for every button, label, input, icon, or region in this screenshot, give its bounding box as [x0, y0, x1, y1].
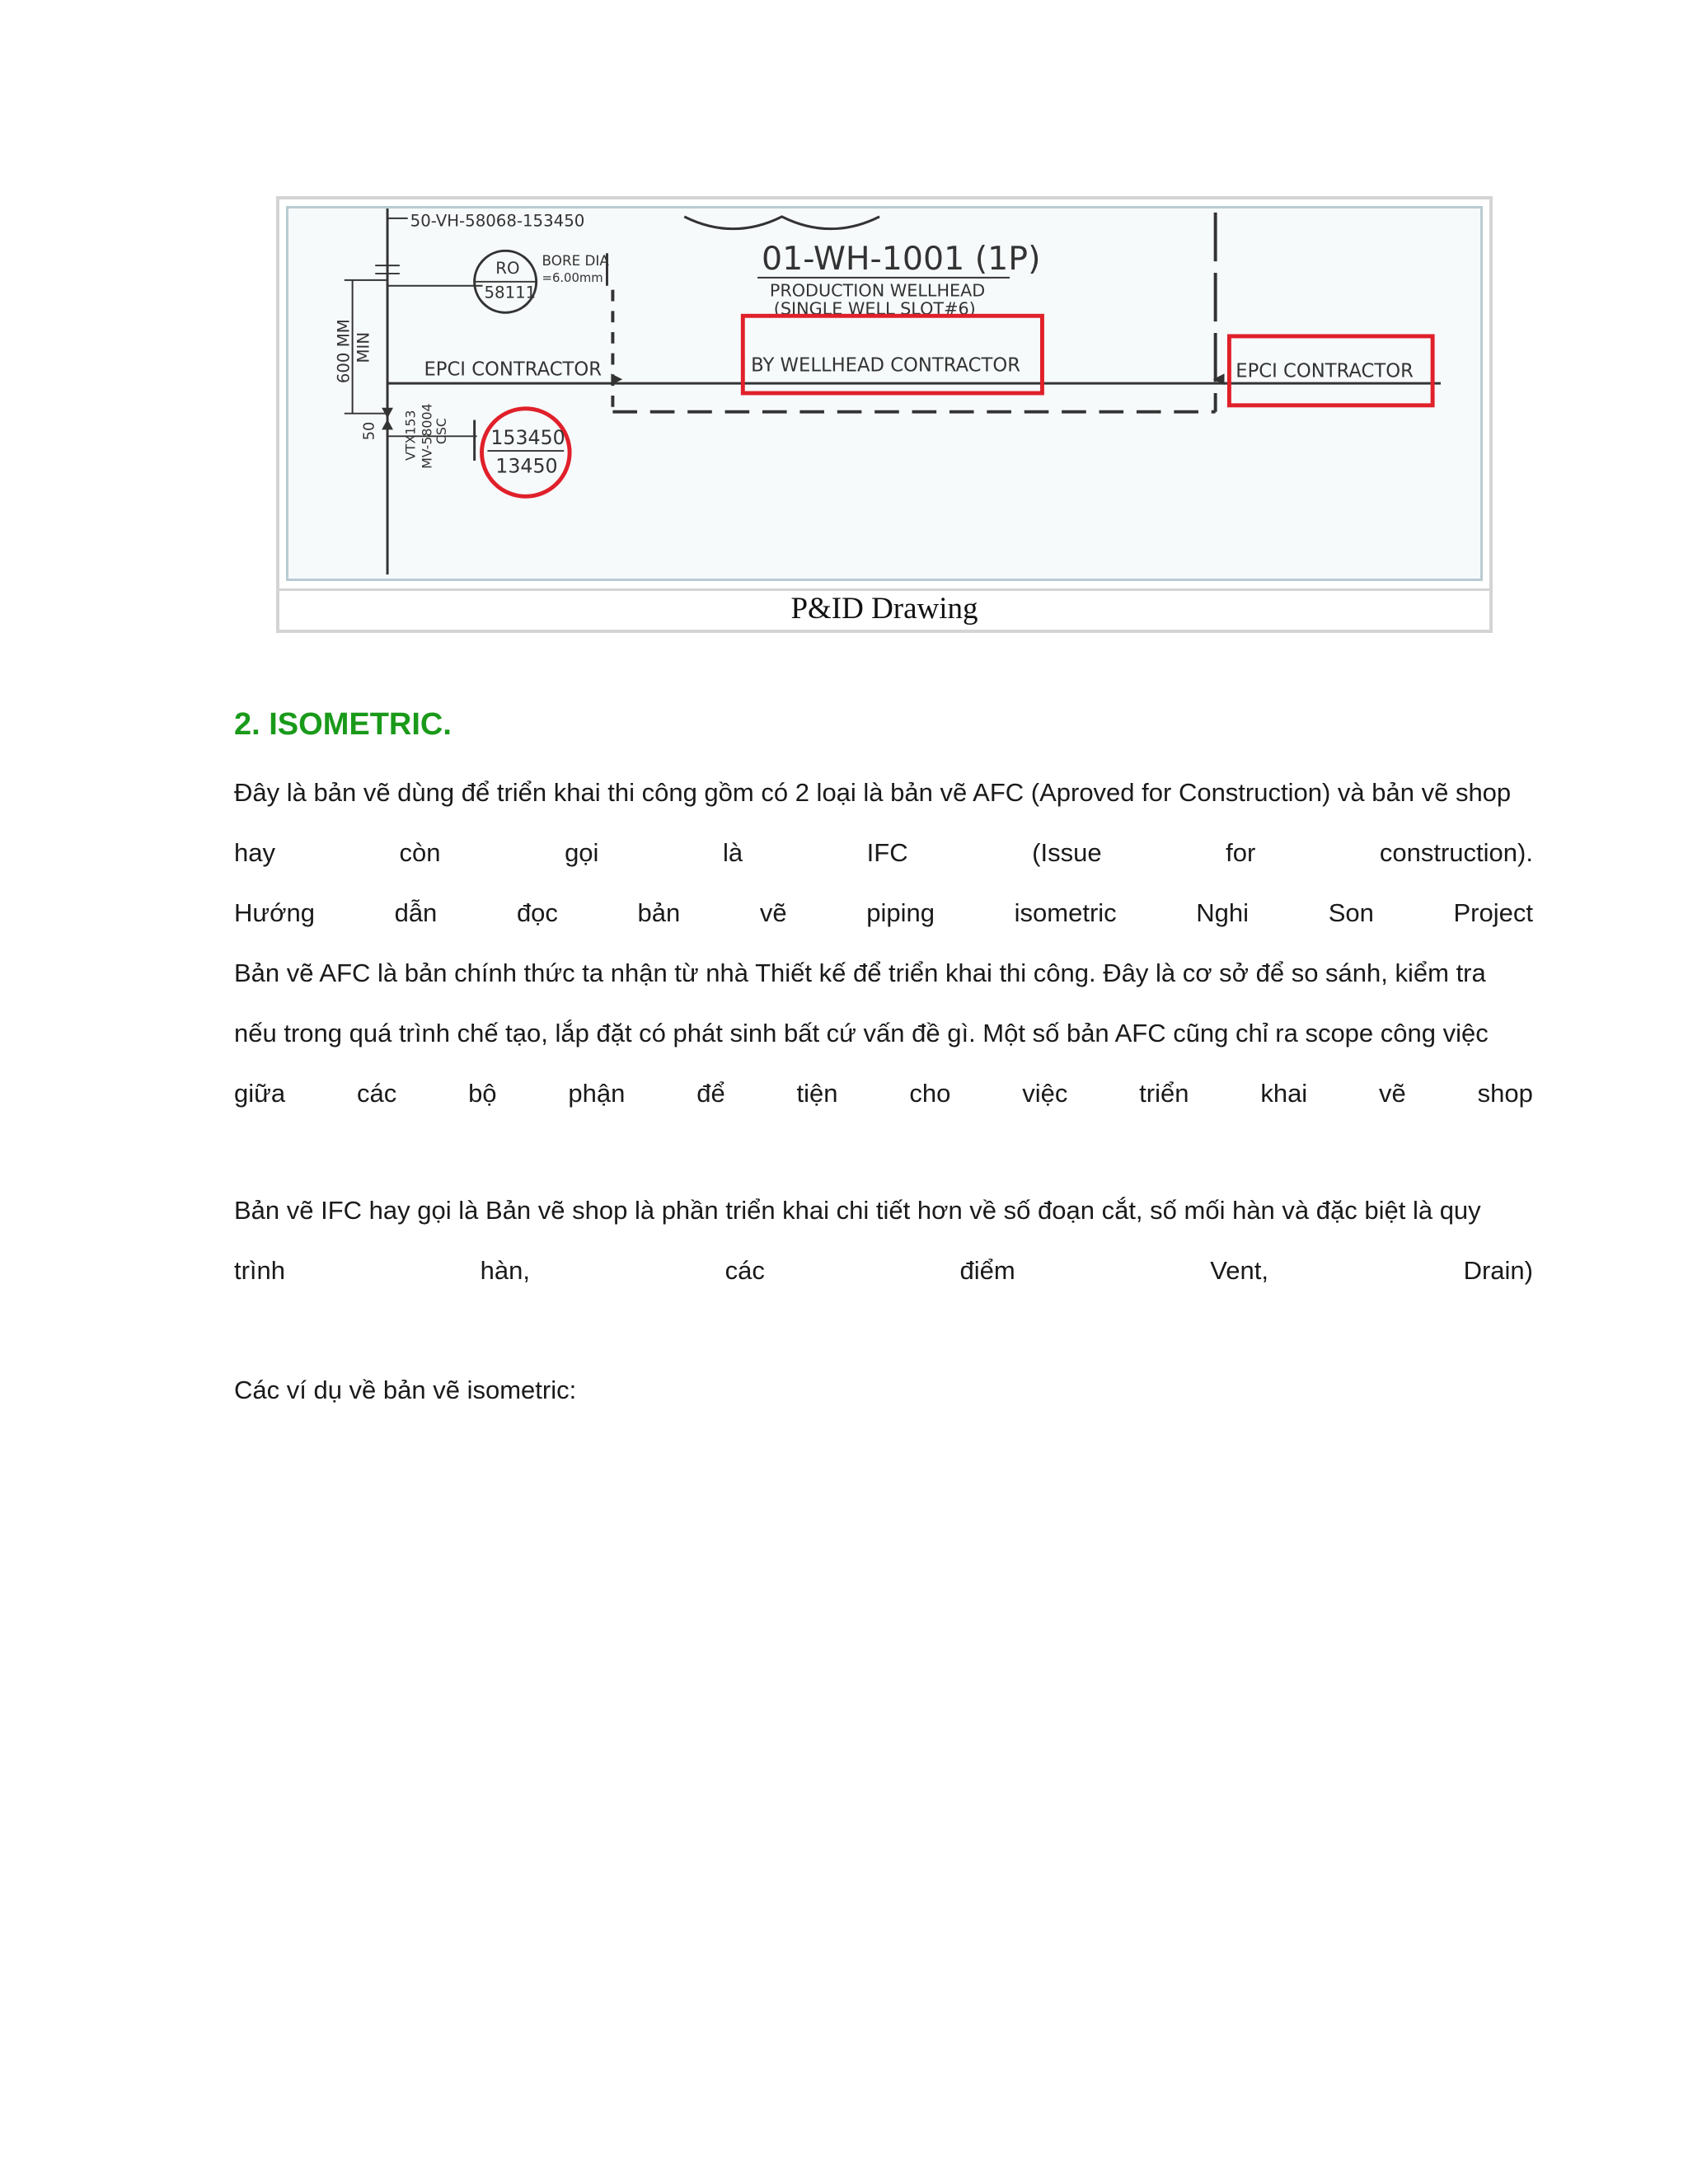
- word: IFC: [866, 838, 908, 867]
- valve-tag-2: MV-58004: [419, 403, 435, 469]
- word: tiện: [796, 1079, 838, 1108]
- word: gọi: [565, 838, 599, 867]
- word: Hướng: [234, 898, 315, 927]
- bore-dia-value: =6.00mm: [542, 270, 603, 285]
- instrument-circle: [482, 409, 570, 497]
- p4-line1: Các ví dụ về bản vẽ isometric:: [234, 1376, 577, 1404]
- word: khai: [1260, 1079, 1308, 1108]
- word: hàn,: [480, 1256, 530, 1285]
- epci-contractor-left-label: EPCI CONTRACTOR: [424, 359, 603, 381]
- word: Project: [1453, 898, 1533, 927]
- word: phận: [568, 1079, 626, 1108]
- word: Son: [1328, 898, 1374, 927]
- word: shop: [1477, 1079, 1533, 1108]
- word: Vent,: [1210, 1256, 1268, 1285]
- p3-line1: Bản vẽ IFC hay gọi là Bản vẽ shop là phần triển khai chi tiết hơn về số đoạn cắt, số mối hàn và đặc biệt là quy: [234, 1196, 1481, 1225]
- word: triển: [1139, 1079, 1189, 1108]
- word: for: [1226, 838, 1256, 867]
- word: isometric: [1014, 898, 1117, 927]
- paragraph-1: [234, 762, 1533, 1123]
- word: cho: [909, 1079, 951, 1108]
- p1-line3: [234, 883, 1533, 943]
- dimension-min-label: MIN: [354, 331, 373, 363]
- line-number-label: 50-VH-58068-153450: [410, 211, 585, 231]
- ro-number: 58111: [484, 283, 537, 302]
- word: là: [722, 838, 743, 867]
- word: piping: [866, 898, 935, 927]
- p2-line1: Bản vẽ AFC là bản chính thức ta nhận từ nhà Thiết kế để triển khai thi công. Đây là cơ sở để so sánh, kiểm tra: [234, 958, 1486, 987]
- p3-line2: [234, 1240, 1533, 1301]
- word: hay: [234, 838, 275, 867]
- p2-line3: [234, 1063, 1533, 1123]
- epci-contractor-right-label: EPCI CONTRACTOR: [1236, 360, 1414, 382]
- instrument-bottom-number: 13450: [495, 454, 558, 478]
- p1-line1: Đây là bản vẽ dùng để triển khai thi công gồm có 2 loại là bản vẽ AFC (Aproved for Construction) và bản vẽ shop: [234, 778, 1512, 807]
- figure-table: [276, 196, 1493, 633]
- word: điểm: [959, 1256, 1015, 1285]
- by-wellhead-contractor-label: BY WELLHEAD CONTRACTOR: [751, 354, 1021, 377]
- word: Drain): [1463, 1256, 1533, 1285]
- word: bộ: [468, 1079, 497, 1108]
- word: construction).: [1379, 838, 1533, 867]
- pid-drawing-svg: [288, 209, 1480, 579]
- fifty-label: 50: [361, 421, 378, 441]
- word: còn: [399, 838, 441, 867]
- word: các: [356, 1079, 397, 1108]
- ro-label: RO: [495, 258, 520, 278]
- equipment-tag: 01-WH-1001 (1P): [761, 240, 1041, 279]
- paragraph-4: [234, 1360, 1533, 1420]
- word: trình: [234, 1256, 286, 1285]
- equipment-subtitle-1: PRODUCTION WELLHEAD: [769, 280, 986, 301]
- equipment-subtitle-2: (SINGLE WELL SLOT#6): [773, 298, 976, 319]
- valve-tag-3: CSC: [434, 418, 450, 445]
- word: vẽ: [759, 898, 787, 927]
- word: (Issue: [1032, 838, 1102, 867]
- word: vẽ: [1379, 1079, 1406, 1108]
- section-heading: 2. ISOMETRIC.: [234, 707, 452, 742]
- pid-drawing-image: [286, 206, 1483, 581]
- bore-dia-label: BORE DIA: [542, 252, 609, 269]
- p1-line2: [234, 823, 1533, 883]
- word: giữa: [234, 1079, 286, 1108]
- word: đọc: [516, 898, 558, 927]
- word: để: [696, 1079, 725, 1108]
- dimension-label: 600 MM: [334, 319, 354, 384]
- paragraph-3: [234, 1180, 1533, 1301]
- word: các: [724, 1256, 765, 1285]
- figure-caption: P&ID Drawing: [279, 588, 1489, 630]
- word: Nghi: [1196, 898, 1250, 927]
- instrument-top-number: 153450: [490, 426, 565, 450]
- word: dẫn: [394, 898, 438, 927]
- valve-tag-1: VTX153: [402, 410, 419, 461]
- word: việc: [1022, 1079, 1068, 1108]
- word: bản: [637, 898, 681, 927]
- p2-line2: nếu trong quá trình chế tạo, lắp đặt có phát sinh bất cứ vấn đề gì. Một số bản AFC cũng chỉ ra scope công việc: [234, 1019, 1489, 1047]
